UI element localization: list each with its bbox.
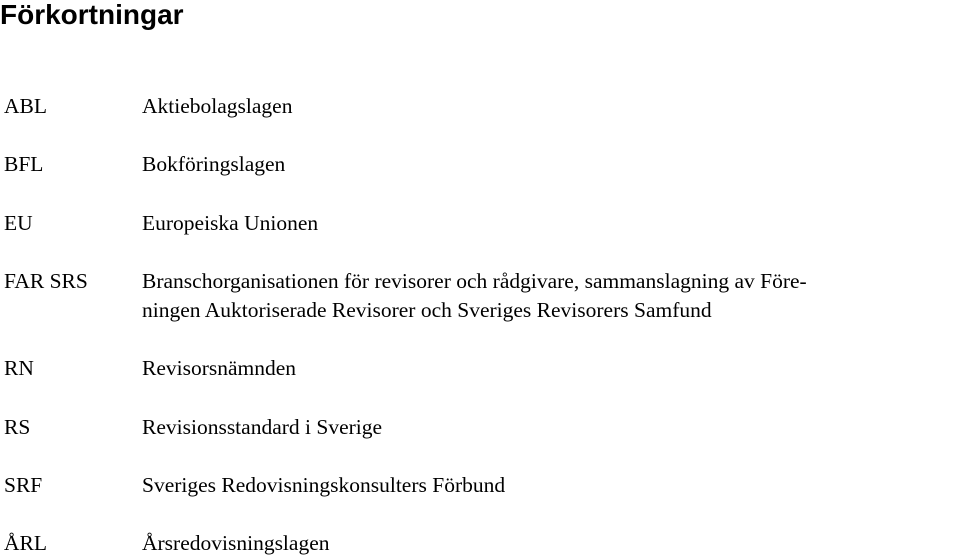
meaning-line: Revisionsstandard i Sverige bbox=[142, 415, 383, 439]
abbreviation: RN bbox=[4, 356, 34, 380]
abbreviation-meaning bbox=[142, 150, 954, 179]
abbreviation-meaning bbox=[142, 413, 954, 442]
page-title: Förkortningar bbox=[0, 0, 184, 30]
abbreviation: ÅRL bbox=[4, 531, 47, 555]
abbreviation-meaning bbox=[142, 209, 954, 238]
meaning-line: ningen Auktoriserade Revisorer och Sveriges Revisorers Samfund bbox=[142, 298, 712, 322]
abbreviation-meaning bbox=[142, 267, 954, 325]
meaning-line: Bokföringslagen bbox=[142, 152, 286, 176]
abbreviation-meaning bbox=[142, 92, 954, 121]
meaning-line: Branschorganisationen för revisorer och rådgivare, sammanslagning av Före- bbox=[142, 269, 807, 293]
meaning-line: Sveriges Redovisningskonsulters Förbund bbox=[142, 473, 506, 497]
meaning-line: Europeiska Unionen bbox=[142, 211, 319, 235]
abbreviation: FAR SRS bbox=[4, 269, 88, 293]
abbreviation: ABL bbox=[4, 94, 47, 118]
abbreviation-meaning bbox=[142, 354, 954, 383]
abbreviation: RS bbox=[4, 415, 31, 439]
abbreviation-meaning bbox=[142, 529, 954, 558]
abbreviation: SRF bbox=[4, 473, 43, 497]
meaning-line: Årsredovisningslagen bbox=[142, 531, 330, 555]
abbreviation: EU bbox=[4, 211, 33, 235]
meaning-line: Revisorsnämnden bbox=[142, 356, 297, 380]
abbreviation-meaning bbox=[142, 471, 954, 500]
abbreviation: BFL bbox=[4, 152, 44, 176]
meaning-line: Aktiebolagslagen bbox=[142, 94, 293, 118]
